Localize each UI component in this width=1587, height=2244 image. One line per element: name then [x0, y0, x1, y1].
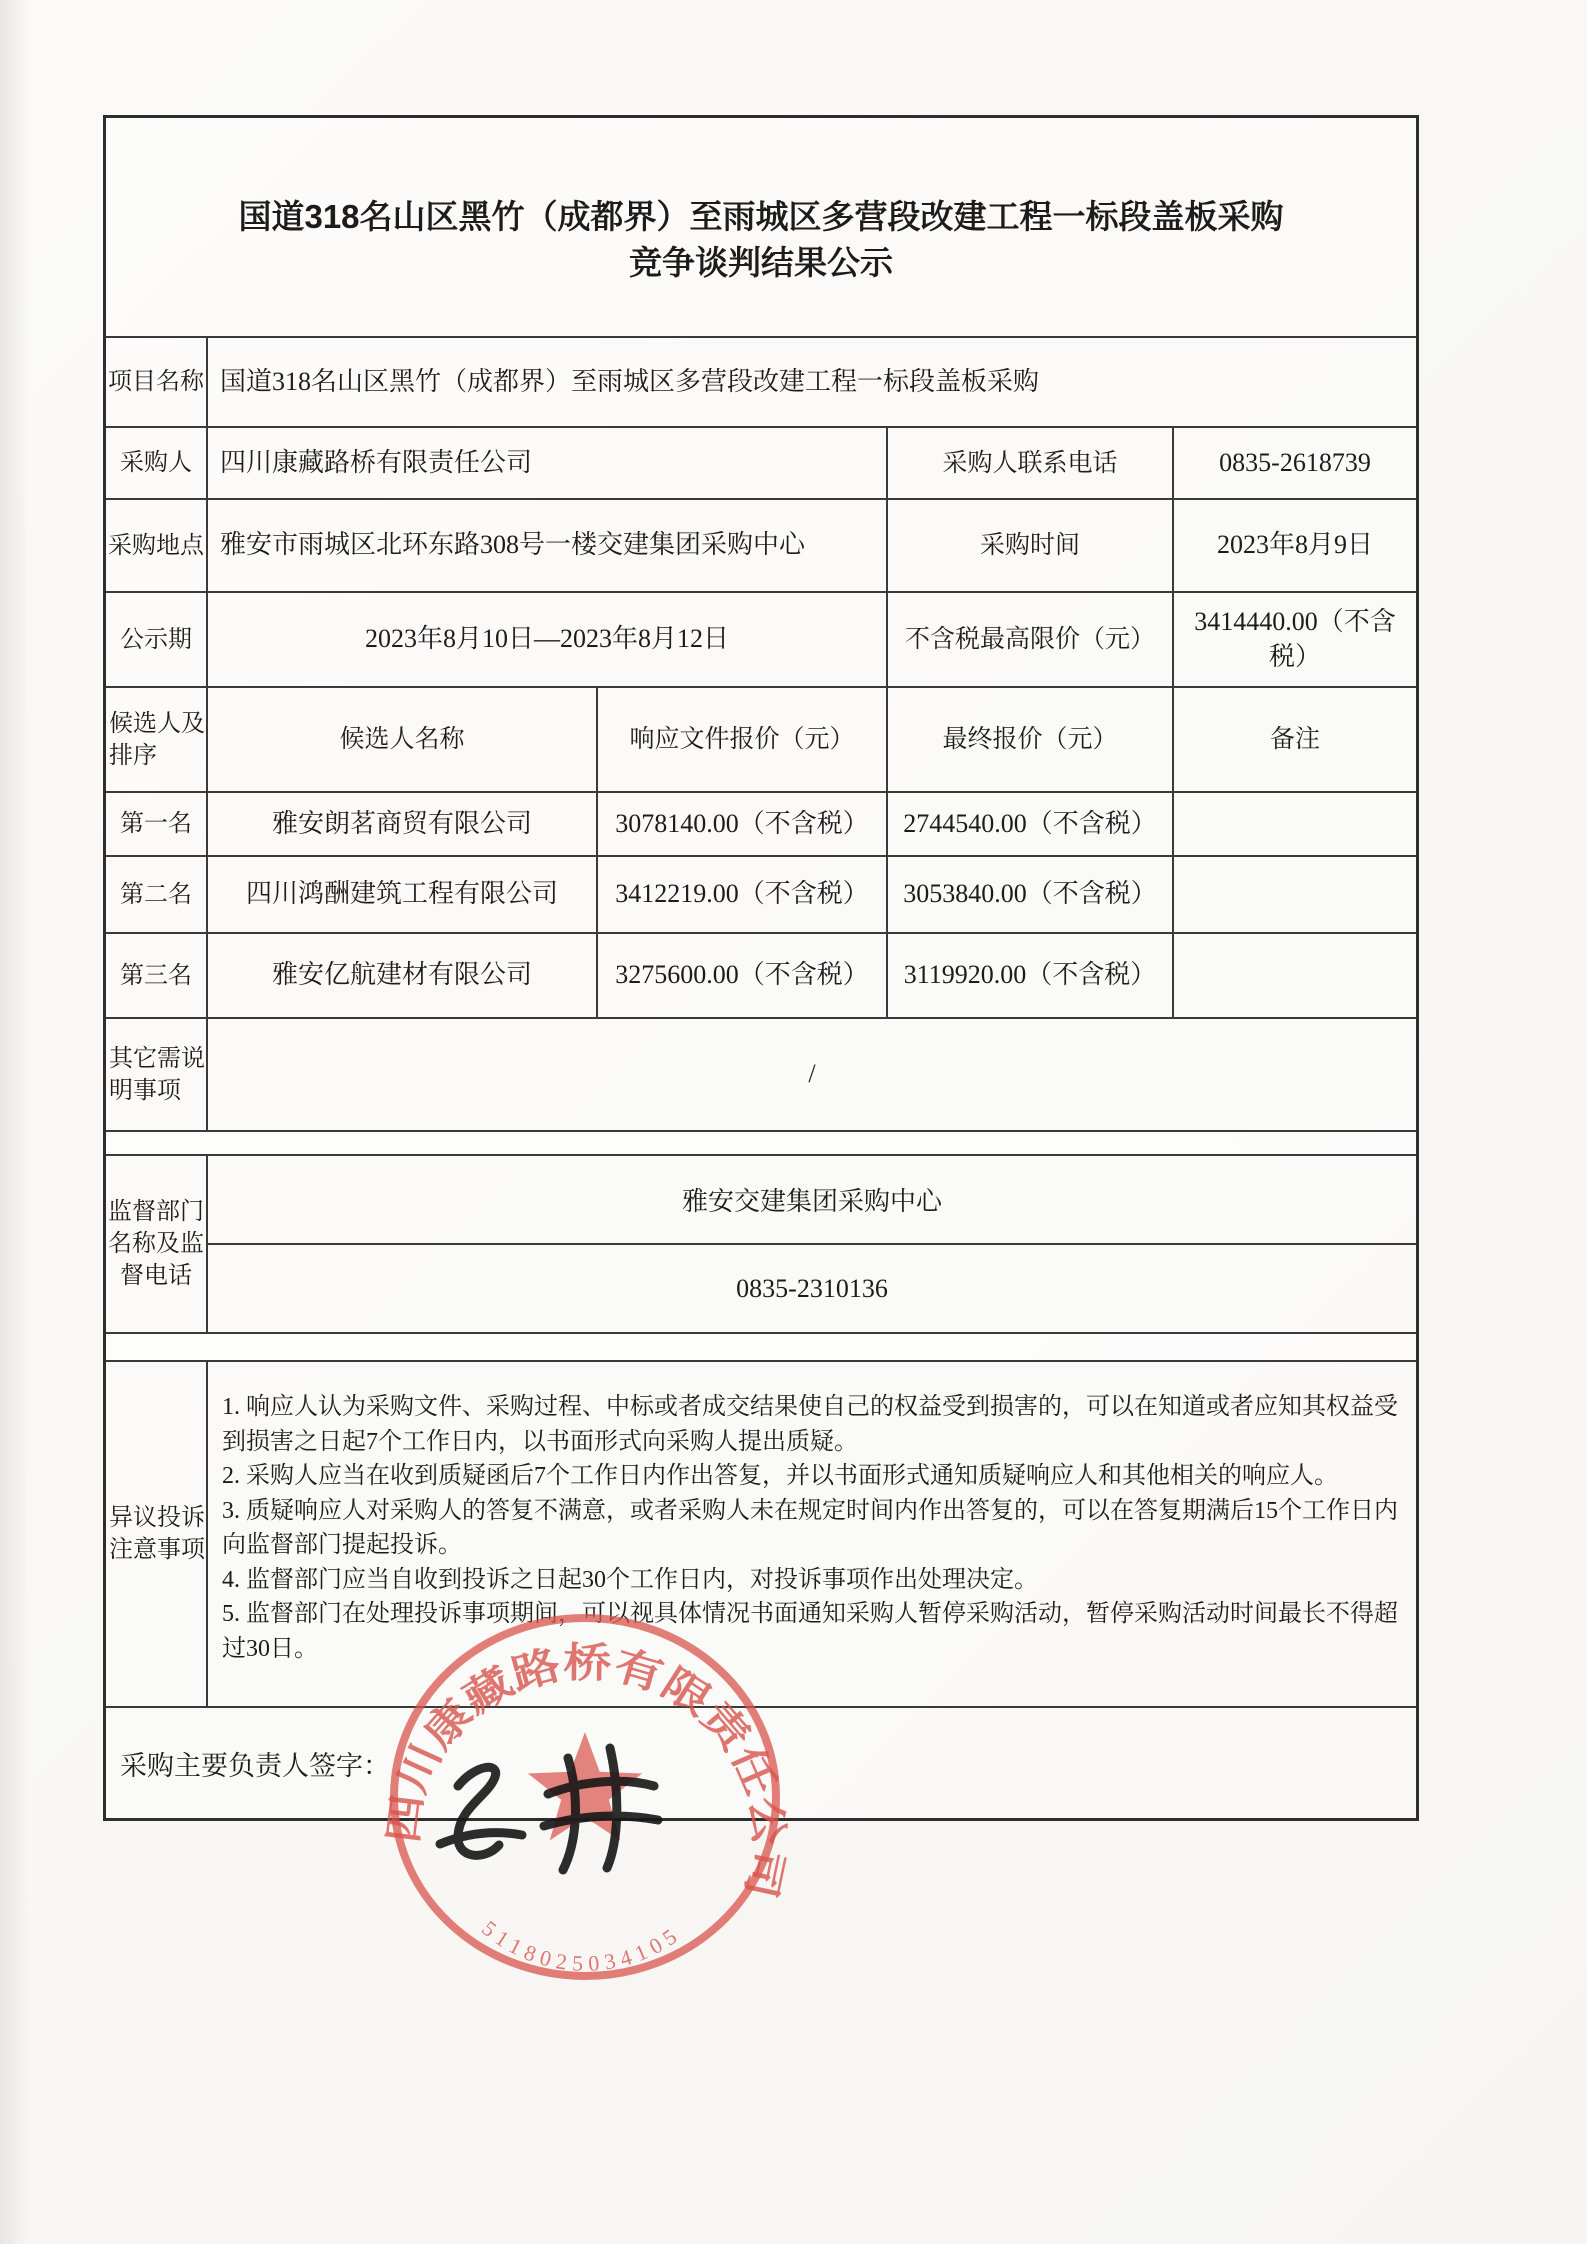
supervision-phone: 0835-2310136 — [208, 1243, 1416, 1332]
row-objection-notes — [106, 1360, 1416, 1706]
candidate-rank: 第一名 — [120, 810, 192, 838]
project-name-label: 项目名称 — [108, 368, 204, 396]
row-purchaser — [106, 426, 1416, 498]
candidates-response-price-header: 响应文件报价（元） — [596, 688, 886, 791]
objection-notes-text — [206, 1362, 1416, 1706]
location-label: 采购地点 — [108, 531, 204, 559]
purchaser-value: 四川康藏路桥有限责任公司 — [206, 428, 886, 498]
table-row — [106, 855, 1416, 932]
candidate-final-price: 2744540.00（不含税） — [886, 793, 1172, 855]
objection-item: 2. 采购人应当在收到质疑函后7个工作日内作出答复，并以书面形式通知质疑响应人和其他相关的响应人。 — [222, 1463, 1338, 1489]
candidate-name: 雅安亿航建材有限公司 — [206, 934, 596, 1017]
stamp-company-text: 四川康藏路桥有限责任公司 — [379, 1639, 792, 1896]
candidates-name-header: 候选人名称 — [206, 688, 596, 791]
title-row — [106, 118, 1416, 336]
candidate-remark — [1172, 934, 1416, 1017]
candidate-response-price: 3412219.00（不含税） — [596, 857, 886, 932]
row-supervision — [106, 1154, 1416, 1332]
table-row — [106, 791, 1416, 855]
candidate-final-price: 3053840.00（不含税） — [886, 857, 1172, 932]
result-announcement-table — [103, 115, 1419, 1821]
table-gap — [106, 1130, 1416, 1154]
other-notes-value: / — [206, 1019, 1416, 1130]
candidate-response-price: 3078140.00（不含税） — [596, 793, 886, 855]
candidates-remark-header: 备注 — [1172, 688, 1416, 791]
objection-item: 3. 质疑响应人对采购人的答复不满意，或者采购人未在规定时间内作出答复的，可以在答复期满后15个工作日内向监督部门提起投诉。 — [222, 1497, 1398, 1558]
candidates-final-price-header: 最终报价（元） — [886, 688, 1172, 791]
purchaser-phone-value: 0835-2618739 — [1172, 428, 1416, 498]
row-location — [106, 498, 1416, 591]
row-other-notes — [106, 1017, 1416, 1130]
signature-label: 采购主要负责人签字： — [120, 1750, 390, 1781]
row-signature — [106, 1706, 1416, 1818]
candidate-remark — [1172, 793, 1416, 855]
scan-edge-shadow — [0, 0, 30, 2244]
purchase-time-label: 采购时间 — [886, 500, 1172, 591]
publicity-period-label: 公示期 — [120, 625, 192, 653]
location-value: 雅安市雨城区北环东路308号一楼交建集团采购中心 — [206, 500, 886, 591]
candidate-remark — [1172, 857, 1416, 932]
objection-item: 4. 监督部门应当自收到投诉之日起30个工作日内，对投诉事项作出处理决定。 — [222, 1566, 1038, 1593]
candidate-response-price: 3275600.00（不含税） — [596, 934, 886, 1017]
objection-item: 1. 响应人认为采购文件、采购过程、中标或者成交结果使自己的权益受到损害的，可以在知道或者应知其权益受到损害之日起7个工作日内，以书面形式向采购人提出质疑。 — [222, 1394, 1398, 1455]
candidate-name: 雅安朗茗商贸有限公司 — [206, 793, 596, 855]
objection-label: 异议投诉注意事项 — [109, 1504, 205, 1563]
supervision-department-name: 雅安交建集团采购中心 — [681, 1187, 942, 1216]
table-row — [106, 932, 1416, 1017]
other-notes-label: 其它需说明事项 — [109, 1044, 205, 1104]
stamp-serial-number: 5118025034105 — [477, 1915, 687, 1976]
purchaser-phone-label: 采购人联系电话 — [886, 428, 1172, 498]
candidate-rank: 第二名 — [120, 880, 192, 908]
supervision-label: 监督部门名称及监督电话 — [108, 1198, 204, 1289]
row-publicity-period — [106, 591, 1416, 686]
publicity-period-value: 2023年8月10日—2023年8月12日 — [206, 593, 886, 686]
document-title-line1: 国道318名山区黑竹（成都界）至雨城区多营段改建工程一标段盖板采购 — [238, 198, 1284, 235]
candidate-final-price: 3119920.00（不含税） — [886, 934, 1172, 1017]
candidates-rank-header: 候选人及排序 — [109, 709, 205, 769]
purchaser-label: 采购人 — [120, 449, 192, 477]
document-title-line2: 竞争谈判结果公示 — [629, 244, 893, 281]
project-name-value: 国道318名山区黑竹（成都界）至雨城区多营段改建工程一标段盖板采购 — [206, 338, 1416, 426]
max-price-label: 不含税最高限价（元） — [886, 593, 1172, 686]
candidates-header-row — [106, 686, 1416, 791]
candidate-rank: 第三名 — [120, 961, 192, 989]
table-gap — [106, 1332, 1416, 1360]
supervision-values — [206, 1156, 1416, 1332]
document-title — [106, 168, 1416, 286]
max-price-value: 3414440.00（不含税） — [1172, 593, 1416, 686]
purchase-time-value: 2023年8月9日 — [1172, 500, 1416, 591]
row-project-name — [106, 336, 1416, 426]
objection-item: 5. 监督部门在处理投诉事项期间，可以视具体情况书面通知采购人暂停采购活动，暂停采购活动时间最长不得超过30日。 — [222, 1601, 1398, 1662]
candidate-name: 四川鸿酬建筑工程有限公司 — [206, 857, 596, 932]
